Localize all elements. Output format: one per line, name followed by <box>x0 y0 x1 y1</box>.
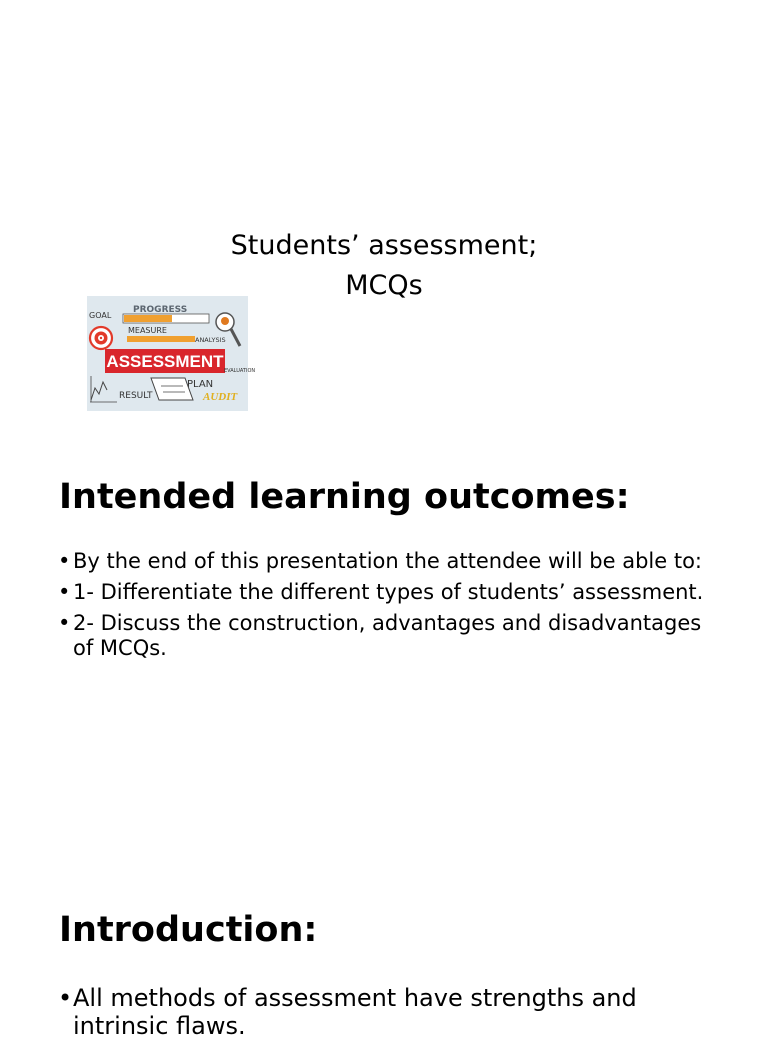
list-item: • 1- Differentiate the different types of students’ assessment. <box>56 580 726 605</box>
word-goal: GOAL <box>89 311 112 320</box>
introduction-list <box>56 984 726 1046</box>
slide-title <box>0 226 768 306</box>
list-item: • 2- Discuss the construction, advantages and disadvantages of MCQs. <box>56 611 726 661</box>
word-analysis: ANALYSIS <box>195 336 226 344</box>
introduction-heading: Introduction: <box>59 910 318 950</box>
word-audit: AUDIT <box>203 391 238 403</box>
slide-title-line-1: Students’ assessment; <box>230 230 538 261</box>
word-evaluation: EVALUATION <box>224 368 256 374</box>
measure-bar <box>127 336 195 342</box>
slide-title-line-2: MCQs <box>345 270 423 301</box>
list-item: • All methods of assessment have strengths and intrinsic flaws. <box>56 984 726 1040</box>
word-progress: PROGRESS <box>133 305 188 315</box>
assessment-illustration <box>87 296 256 411</box>
progress-bar-fill <box>124 315 172 322</box>
target-icon <box>90 327 112 349</box>
outcomes-list <box>56 549 726 667</box>
clipboard-icon <box>151 378 193 400</box>
list-item: • By the end of this presentation the attendee will be able to: <box>56 549 726 574</box>
word-plan: PLAN <box>187 379 214 390</box>
outcomes-heading: Intended learning outcomes: <box>59 477 630 517</box>
word-result: RESULT <box>119 391 153 401</box>
word-assessment: ASSESSMENT <box>106 352 224 371</box>
line-chart-icon <box>90 376 117 402</box>
assessment-illustration-graphic <box>87 296 256 411</box>
word-measure: MEASURE <box>128 326 167 335</box>
